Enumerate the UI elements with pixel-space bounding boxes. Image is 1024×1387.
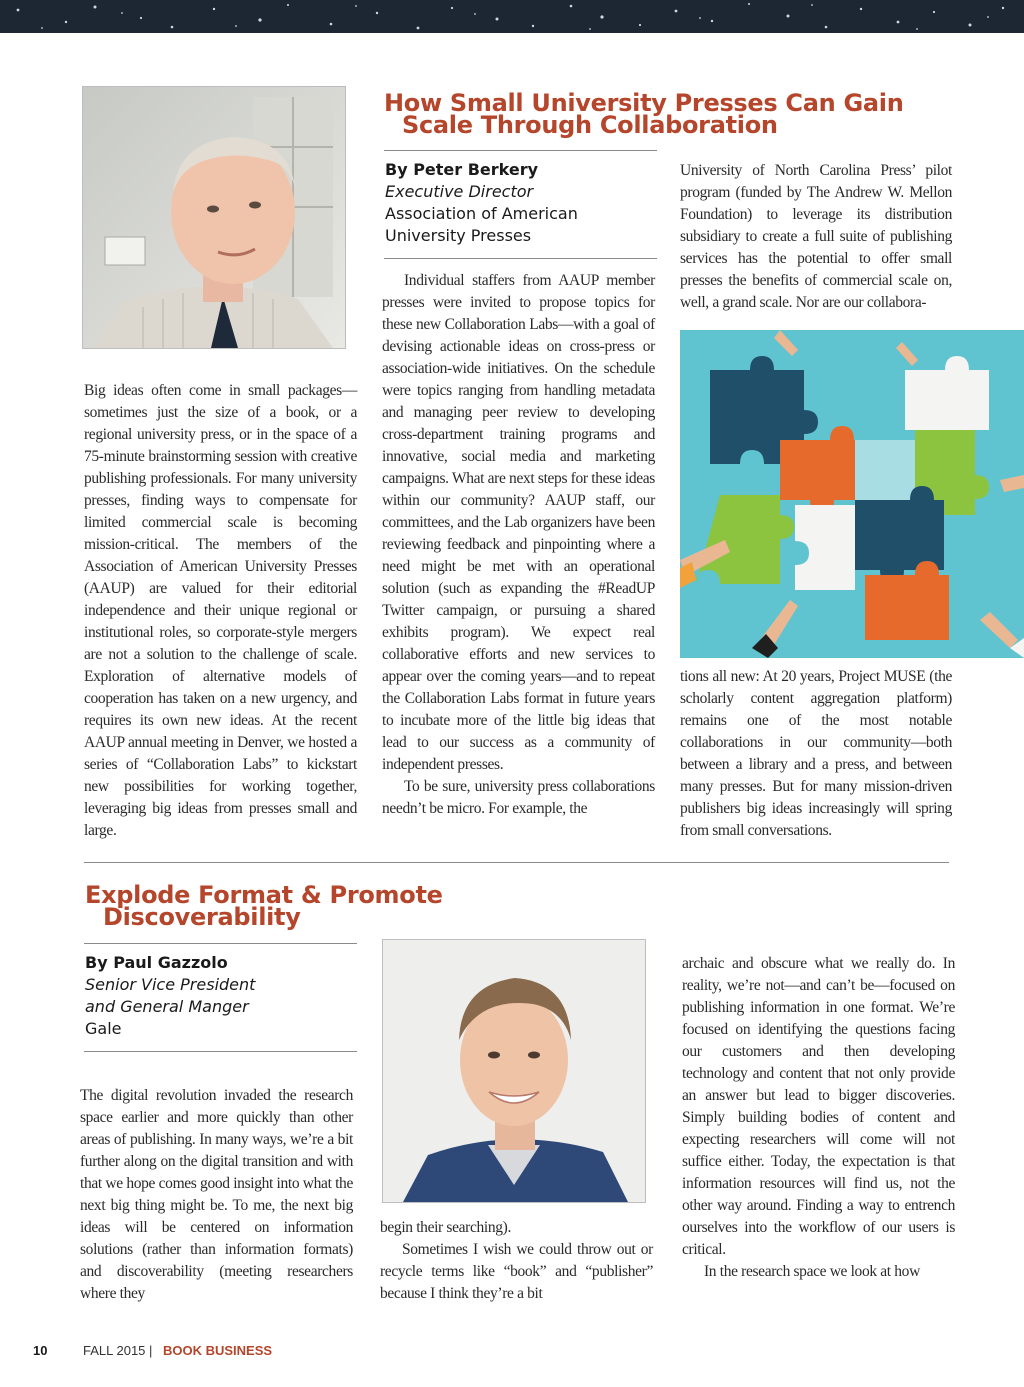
puzzle-illustration xyxy=(680,330,1024,658)
footer-magazine: BOOK BUSINESS xyxy=(163,1343,273,1358)
paragraph: University of North Carolina Press’ pilot program (funded by The Andrew W. Mellon Foundation) to leverage its distribution subsidiary to create a full suite of publishing services has the potential to offer small presses the benefits of commercial scale on, well, a grand scale. Nor are our collabora- xyxy=(680,162,952,311)
speckle-pattern-icon xyxy=(0,0,1024,33)
article-title xyxy=(384,89,944,139)
page-number: 10 xyxy=(33,1343,48,1358)
footer-issue: FALL 2015 | xyxy=(83,1343,153,1358)
paragraph: Big ideas often come in small packages—sometimes just the size of a book, or a regional university press, or in the space of a 75-minute brainstorming session with creative publishing professionals. For many university presses, finding ways to compensate for limited commercial scale is becoming mission-critical. The members of the Association of American University Presses (AAUP) are valued for their editorial independence and their unique regional or institutional roles, so corporate-style mergers are not a solution to the challenge of scale. Exploration of alternative models of cooperation has taken on a new urgency, and requires its own new ideas. At the recent AAUP annual meeting in Denver, we hosted a series of “Collaboration Labs” to kickstart new possibilities for working together, leveraging big ideas from presses small and large. xyxy=(84,382,357,839)
article-column-3-bottom xyxy=(680,666,952,842)
article-column-2 xyxy=(380,1217,653,1305)
author-name: By Peter Berkery xyxy=(385,160,539,179)
title-line-2: Scale Through Collaboration xyxy=(402,111,778,139)
divider xyxy=(384,150,657,151)
divider xyxy=(384,258,657,259)
paragraph: The digital revolution invaded the research space earlier and more quickly than other areas of publishing. In many ways, we’re a bit further along on the digital transition and with that we hope comes good insight into what the next big thing might be. To me, the next big ideas will be centered on information solutions (rather than information formats) and discoverability (meeting researchers where they xyxy=(80,1087,353,1302)
article-column-1 xyxy=(80,1085,353,1305)
puzzle-pieces-icon xyxy=(680,330,1024,658)
article-column-3 xyxy=(682,953,955,1283)
author-photo-peter-berkery xyxy=(82,86,346,349)
author-byline xyxy=(385,159,657,247)
divider xyxy=(84,1051,357,1052)
paragraph: Individual staffers from AAUP member presses were invited to propose topics for these new Collaboration Labs—with a goal of devising actionable ideas on cross-press or association-wide initiatives. On the schedule were topics ranging from handling metadata and managing peer review to developing cross-department training programs and innovative, social media and marketing campaigns. What are next steps for these ideas within our community? AAUP staff, our committees, and the Lab organizers have been reviewing feedback and pinpointing where a need might be met with an operational solution (such as expanding the #ReadUP Twitter campaign, or pursuing a shared exhibits program). We expect real collaborative efforts and new services to appear over the coming years—and to repeat the Collaboration Labs format in future years to incubate more of the little big ideas that lead to our success as a community of independent presses. xyxy=(382,272,655,773)
author-org: Gale xyxy=(85,1019,122,1038)
title-line-1: Explode Format & Promote xyxy=(85,881,443,909)
author-byline xyxy=(85,952,357,1040)
article-title xyxy=(85,881,585,931)
paragraph: archaic and obscure what we really do. In reality, we’re not—and can’t be—focused on publishing information in one format. We’re focused on identifying the questions facing our customers and then developing technology and content that not only provide an answer but lead to bigger discoveries. Simply building bodies of content and expecting researchers will come will not suffice either. Today, the expectation is that information resources will find us, not the other way around. Finding a way to entrench ourselves into the workflow of our users is critical. xyxy=(682,955,955,1258)
paragraph: begin their searching). xyxy=(380,1219,511,1236)
author-role-line-1: Senior Vice President xyxy=(85,975,256,994)
divider xyxy=(84,943,357,944)
author-role-line-2: and General Manger xyxy=(85,997,249,1016)
header-bar xyxy=(0,0,1024,33)
paragraph: In the research space we look at how xyxy=(704,1263,920,1280)
author-role: Executive Director xyxy=(385,182,534,201)
paragraph: Sometimes I wish we could throw out or recycle terms like “book” and “publisher” because I think they’re a bit xyxy=(380,1241,653,1302)
article-column-1 xyxy=(84,380,357,842)
portrait-photo-icon xyxy=(383,940,645,1202)
author-photo-paul-gazzolo xyxy=(382,939,646,1203)
author-org-line-2: University Presses xyxy=(385,226,532,245)
author-name: By Paul Gazzolo xyxy=(85,953,228,972)
portrait-photo-icon xyxy=(83,87,345,348)
title-line-2: Discoverability xyxy=(103,903,301,931)
article-column-3-top xyxy=(680,160,952,314)
paragraph: tions all new: At 20 years, Project MUSE (the scholarly content aggregation platform) remains one of the most notable collaborations in our community—both between a library and a press, and between many presses. But for many mission-driven publishers big ideas increasingly will spring from small conversations. xyxy=(680,668,952,839)
section-divider xyxy=(84,862,949,863)
paragraph: To be sure, university press collaborations needn’t be micro. For example, the xyxy=(382,778,655,817)
title-line-1: How Small University Presses Can Gain xyxy=(384,89,904,117)
article-column-2 xyxy=(382,270,655,820)
author-org-line-1: Association of American xyxy=(385,204,578,223)
